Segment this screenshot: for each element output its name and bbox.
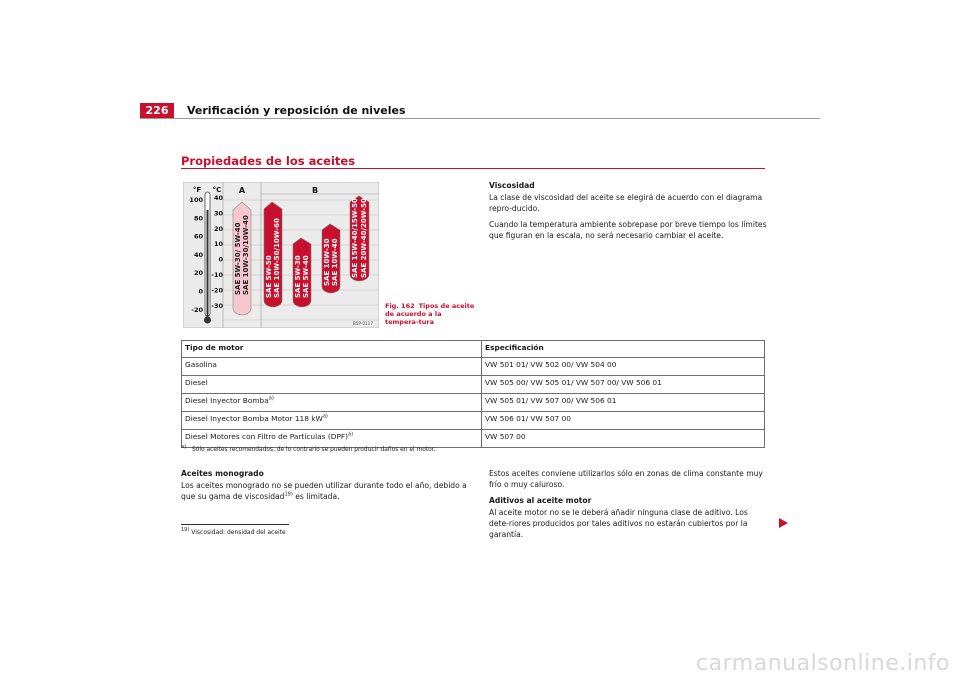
fahrenheit-tick-label: 80 (193, 214, 203, 223)
section-title: Propiedades de los aceites (181, 154, 356, 168)
figure-code: B5P-0117 (352, 321, 373, 326)
footnote-divider (181, 524, 289, 525)
thermometer-mercury (207, 210, 209, 318)
fahrenheit-tick-label: -20 (191, 305, 203, 314)
table-footnote (181, 446, 436, 454)
fahrenheit-tick-label: 0 (198, 287, 203, 296)
monograde-text: Los aceites monogrado no se pueden utilizar durante todo el año, debido a que su gama de viscosidad (181, 481, 467, 501)
bar-b3-line1: SAE 10W-30 (323, 238, 331, 286)
footnote-ref: a) (322, 413, 328, 420)
celsius-tick-label: 20 (213, 224, 223, 233)
motor-name: Gasolina (185, 360, 217, 369)
figure-caption (385, 302, 475, 326)
footnote-19-mark: 19) (181, 527, 190, 533)
figure-number: Fig. 162 (385, 302, 415, 310)
bar-b4-line1: SAE 15W-40/15W-50 (351, 198, 359, 278)
celsius-tick-label: -20 (211, 286, 223, 295)
fahrenheit-tick-label: 20 (193, 269, 203, 278)
page-number: 226 (140, 103, 174, 118)
table-footnote-text: Sólo aceites recomendados, de lo contrario se pueden producir daños en el motor. (192, 447, 436, 453)
monograde-text-end: es limitada. (292, 492, 340, 501)
zone-b-label: B (311, 186, 319, 195)
spec-cell: VW 507 00 (482, 430, 765, 448)
bar-b1-line2: SAE 10W-50/10W-60 (273, 218, 281, 298)
bar-a-line2: SAE 10W-30/10W-40 (242, 215, 250, 295)
motor-name: Diesel Inyector Bomba (185, 396, 269, 405)
additives-heading: Aditivos al aceite motor (489, 496, 592, 505)
viscosity-paragraph-2: Cuando la temperatura ambiente sobrepase por breve tiempo los límites que figuran en la escala, no será necesario cambiar el aceite. (489, 220, 767, 240)
motor-name: Diesel (185, 378, 208, 387)
footnote-19-text: Viscosidad: densidad del aceite (191, 529, 286, 536)
motor-name: Diesel Inyector Bomba Motor 118 kW (185, 414, 323, 423)
bar-b3-line2: SAE 10W-40 (331, 238, 339, 286)
bar-b2-line1: SAE 5W-30 (294, 255, 302, 298)
motor-name: Diesel Motores con Filtro de Partículas (DPF) (185, 432, 349, 441)
zone-a-label: A (238, 186, 246, 195)
spec-cell: VW 505 01/ VW 507 00/ VW 506 01 (482, 394, 765, 412)
motor-cell (182, 376, 482, 394)
footnote-ref-19: 19) (284, 491, 293, 498)
fahrenheit-tick-label: 60 (193, 232, 203, 241)
celsius-tick-label: 40 (213, 194, 223, 202)
viscosity-section (489, 180, 767, 246)
celsius-tick-label: 10 (213, 240, 223, 249)
bar-b4-line2: SAE 20W-40/20W-50 (360, 198, 368, 278)
table-header-row (182, 341, 765, 358)
table-row (182, 430, 765, 448)
section-divider (181, 168, 765, 169)
celsius-tick-label: -30 (211, 301, 223, 310)
additives-section (489, 468, 769, 545)
table-row (182, 394, 765, 412)
celsius-tick-label: 0 (218, 255, 223, 264)
figure-caption-text: Tipos de aceite de acuerdo a la tempera-tura (385, 302, 475, 326)
monograde-paragraph (181, 480, 471, 502)
celsius-tick-label: 30 (213, 209, 223, 218)
table-row (182, 412, 765, 430)
table-row (182, 376, 765, 394)
header-divider (140, 118, 820, 119)
viscosity-diagram (183, 182, 379, 328)
bar-b2-line2: SAE 5W-40 (302, 255, 310, 298)
table-footnote-mark: a) (181, 444, 187, 451)
watermark: carmanualsonline.info (696, 651, 950, 676)
footnote-ref: a) (348, 431, 354, 438)
additives-paragraph: Al aceite motor no se le deberá añadir ninguna clase de aditivo. Los dete-riores producidos por tales aditivos no estarán cubiertos por la garantía. (489, 508, 748, 539)
fahrenheit-unit: °F (192, 186, 202, 194)
spec-cell: VW 501 01/ VW 502 00/ VW 504 00 (482, 358, 765, 376)
motor-cell (182, 412, 482, 430)
oil-viscosity-figure (183, 182, 379, 328)
chapter-title: Verificación y reposición de niveles (187, 104, 406, 117)
celsius-unit: °C (212, 186, 222, 194)
spec-cell: VW 506 01/ VW 507 00 (482, 412, 765, 430)
monograde-heading: Aceites monogrado (181, 469, 264, 478)
bar-b1-line1: SAE 5W-50 (265, 255, 273, 298)
fahrenheit-tick-label: 40 (193, 250, 203, 259)
motor-cell (182, 358, 482, 376)
climate-paragraph: Estos aceites conviene utilizarlos sólo en zonas de clima constante muy frío o muy caluroso. (489, 469, 763, 489)
spec-cell: VW 505 00/ VW 505 01/ VW 507 00/ VW 506 01 (482, 376, 765, 394)
table-row (182, 358, 765, 376)
table-header-motor: Tipo de motor (182, 341, 482, 358)
celsius-tick-label: -10 (211, 271, 223, 279)
footnote-19 (181, 529, 286, 537)
fahrenheit-tick-label: 100 (189, 196, 203, 204)
thermometer-bulb (204, 317, 211, 324)
viscosity-heading: Viscosidad (489, 181, 535, 190)
monograde-section (181, 468, 471, 502)
continue-arrow-icon (779, 518, 788, 528)
bar-a-line1: SAE 5W-30/ 5W-40 (234, 222, 242, 295)
viscosity-paragraph-1: La clase de viscosidad del aceite se elegirá de acuerdo con el diagrama repro-ducido. (489, 193, 763, 213)
motor-cell (182, 394, 482, 412)
footnote-ref: a) (268, 395, 274, 402)
table-header-spec: Especificación (482, 341, 765, 358)
